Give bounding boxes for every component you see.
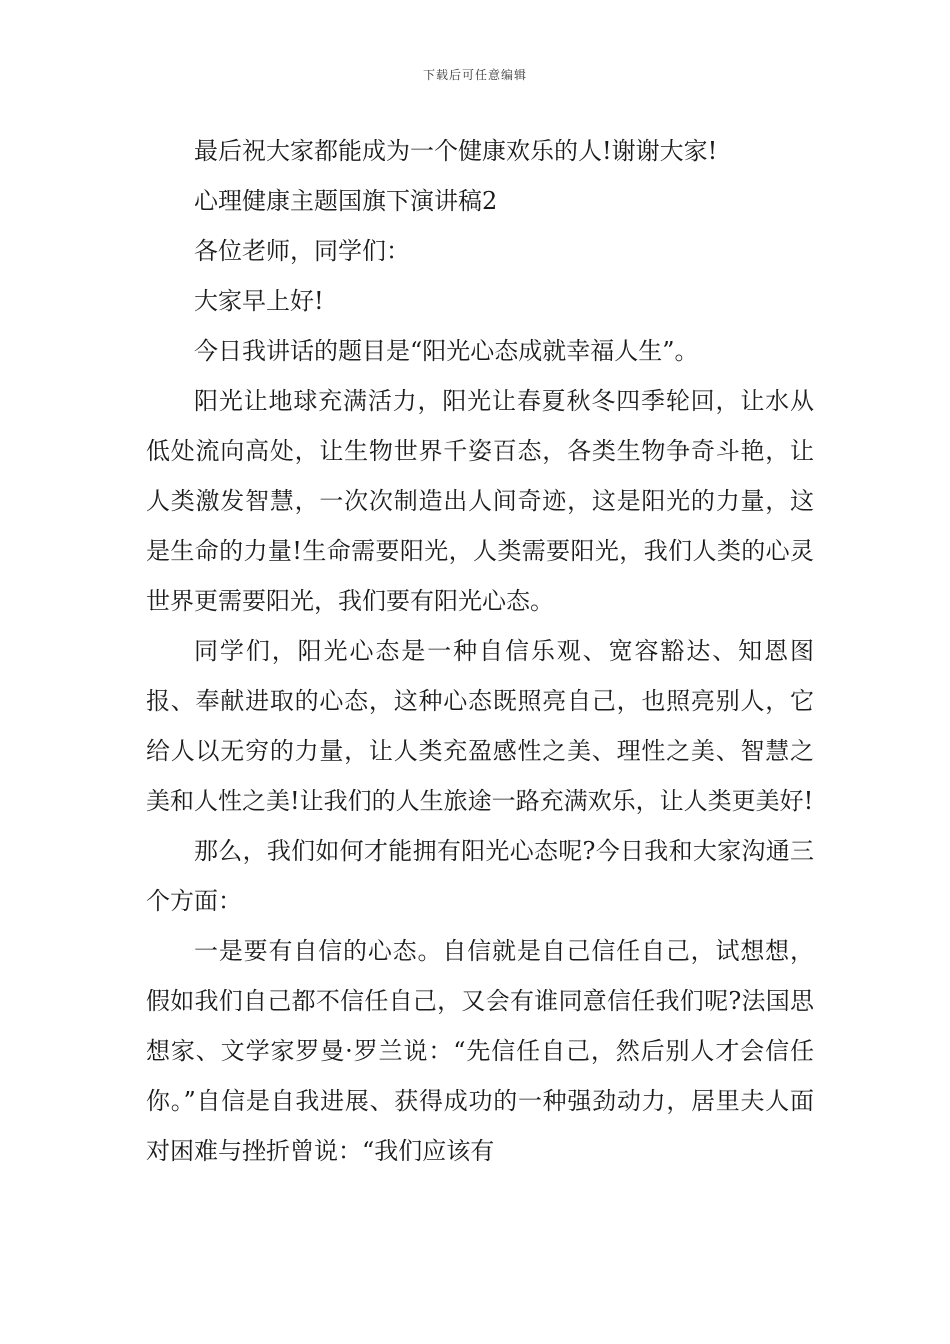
paragraph-sunny-mindset: 同学们，阳光心态是一种自信乐观、宽容豁达、知恩图报、奉献进取的心态，这种心态既照亮自己，也照亮别人，它给人以无穷的力量，让人类充盈感性之美、理性之美、智慧之美和人性之美!让我们的人生旅途一路充满欢乐，让人类更美好! — [146, 637, 814, 815]
paragraph-salutation: 各位老师，同学们： — [194, 237, 410, 265]
paragraph-closing-wish: 最后祝大家都能成为一个健康欢乐的人!谢谢大家! — [194, 137, 718, 165]
document-body — [146, 126, 814, 1176]
speech-title: 心理健康主题国旗下演讲稿2 — [194, 187, 498, 215]
page-header: 下载后可任意编辑 — [422, 68, 527, 82]
paragraph-topic: 今日我讲话的题目是“阳光心态成就幸福人生”。 — [194, 337, 699, 365]
paragraph-greeting: 大家早上好! — [194, 287, 324, 315]
paragraph-sunshine: 阳光让地球充满活力，阳光让春夏秋冬四季轮回，让水从低处流向高处，让生物世界千姿百态，各类生物争奇斗艳，让人类激发智慧，一次次制造出人间奇迹，这是阳光的力量，这是生命的力量!生命需要阳光，人类需要阳光，我们人类的心灵世界更需要阳光，我们要有阳光心态。 — [146, 387, 814, 615]
paragraph-confidence: 一是要有自信的心态。自信就是自己信任自己，试想想，假如我们自己都不信任自己，又会有谁同意信任我们呢?法国思想家、文学家罗曼·罗兰说：“先信任自己，然后别人才会信任你。”自信是自我进展、获得成功的一种强劲动力，居里夫人面对困难与挫折曾说：“我们应该有 — [146, 937, 814, 1165]
paragraph-how-to: 那么，我们如何才能拥有阳光心态呢?今日我和大家沟通三个方面： — [146, 837, 814, 915]
